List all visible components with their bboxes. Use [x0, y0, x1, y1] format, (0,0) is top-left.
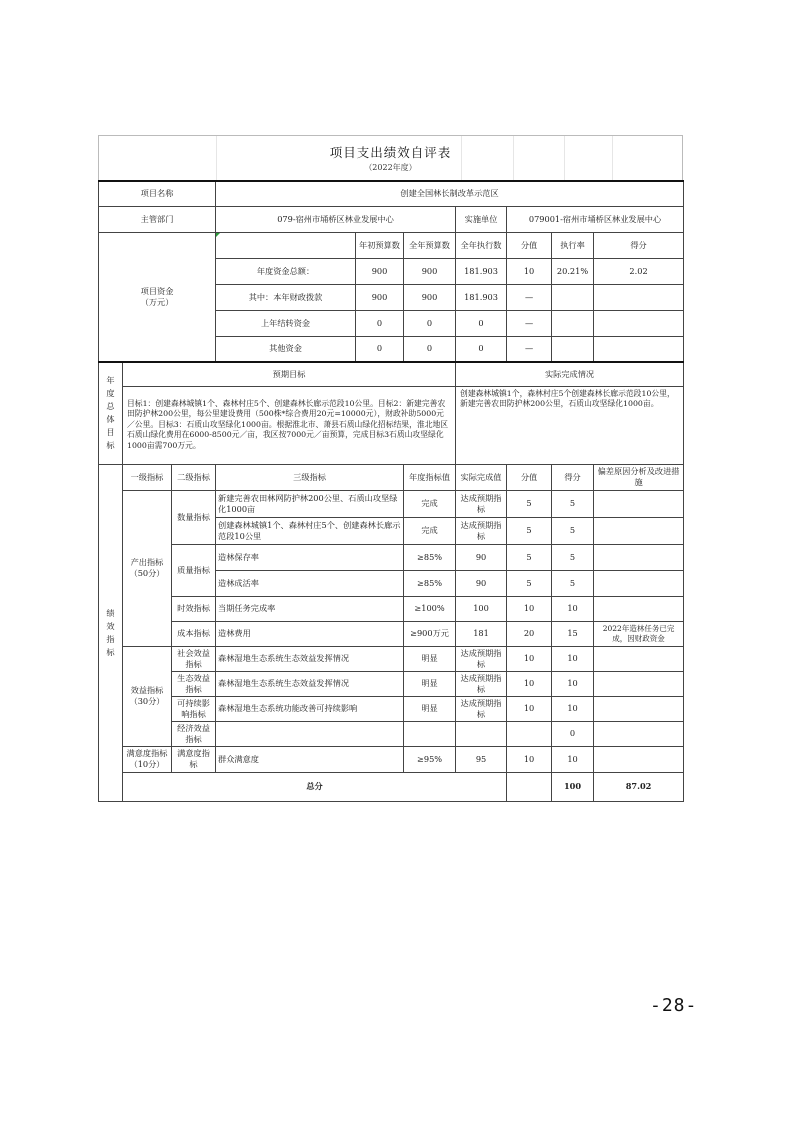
ind-header-l2: 二级指标 [172, 464, 216, 490]
actual-value: 达成预期指标 [456, 671, 507, 696]
l3-text: 新建完善农田林网防护林200公里、石质山攻坚绿化1000亩 [216, 490, 404, 517]
target-value: 完成 [404, 490, 456, 517]
note-value [594, 490, 684, 517]
indicator-row [99, 696, 684, 721]
ind-header-target: 年度指标值 [404, 464, 456, 490]
funds-score [594, 310, 684, 336]
note-value [594, 746, 684, 772]
score-value: 10 [552, 596, 594, 621]
actual-value: 90 [456, 544, 507, 570]
total-weight: 100 [552, 772, 594, 801]
l3-text: 群众满意度 [216, 746, 404, 772]
indicator-row [99, 721, 684, 746]
ind-header-l3: 三级指标 [216, 464, 404, 490]
indicator-row [99, 646, 684, 671]
weight-value: 10 [507, 696, 552, 721]
l2-social: 社会效益指标 [172, 646, 216, 671]
score-value: 0 [552, 721, 594, 746]
target-value: 明显 [404, 646, 456, 671]
l2-timeliness: 时效指标 [172, 596, 216, 621]
note-value [594, 596, 684, 621]
target-value: 明显 [404, 696, 456, 721]
funds-row-label: 上年结转资金 [216, 310, 356, 336]
indicator-row [99, 490, 684, 517]
indicators-label: 绩 效 指 标 [99, 464, 123, 801]
weight-value [507, 721, 552, 746]
score-value: 10 [552, 671, 594, 696]
l2-cost: 成本指标 [172, 621, 216, 646]
l3-text: 森林湿地生态系统生态效益发挥情况 [216, 671, 404, 696]
l3-text: 当期任务完成率 [216, 596, 404, 621]
actual-value: 达成预期指标 [456, 646, 507, 671]
score-value: 5 [552, 490, 594, 517]
note-value [594, 696, 684, 721]
goals-actual-header: 实际完成情况 [456, 362, 684, 386]
l1-output: 产出指标 （50分） [123, 490, 172, 646]
l2-ecological: 生态效益指标 [172, 671, 216, 696]
funds-label: 项目资金 （万元） [99, 232, 216, 362]
l2-quality: 质量指标 [172, 544, 216, 596]
target-value: ≥900万元 [404, 621, 456, 646]
target-value: ≥95% [404, 746, 456, 772]
target-value: ≥100% [404, 596, 456, 621]
table-title: 项目支出绩效自评表 [329, 145, 452, 160]
funds-weight: — [507, 284, 552, 310]
funds-executed: 181.903 [456, 258, 507, 284]
funds-executed: 0 [456, 310, 507, 336]
actual-value: 90 [456, 570, 507, 596]
funds-initial: 900 [356, 284, 404, 310]
goals-label: 年 度 总 体 目 标 [99, 362, 123, 464]
weight-value: 10 [507, 646, 552, 671]
target-value: ≥85% [404, 544, 456, 570]
weight-value: 10 [507, 746, 552, 772]
funds-score: 2.02 [594, 258, 684, 284]
performance-table [98, 180, 684, 802]
actual-value: 达成预期指标 [456, 696, 507, 721]
l2-satisfaction: 满意度指标 [172, 746, 216, 772]
weight-value: 5 [507, 490, 552, 517]
score-value: 5 [552, 517, 594, 544]
l3-text [216, 721, 404, 746]
title-band [98, 135, 683, 180]
funds-annual: 900 [404, 284, 456, 310]
unit-value: 079001-宿州市埇桥区林业发展中心 [507, 206, 684, 232]
indicator-row [99, 596, 684, 621]
l3-text: 森林湿地生态系统功能改善可持续影响 [216, 696, 404, 721]
funds-score [594, 284, 684, 310]
funds-row-label: 其中：本年财政拨款 [216, 284, 356, 310]
l1-satisfaction: 满意度指标（10分） [123, 746, 172, 772]
ind-header-l1: 一级指标 [123, 464, 172, 490]
target-value: 完成 [404, 517, 456, 544]
indicator-row [99, 671, 684, 696]
table-year: （2022年度） [364, 163, 417, 172]
ind-header-note: 偏差原因分析及改进措施 [594, 464, 684, 490]
ind-header-weight: 分值 [507, 464, 552, 490]
indicator-row [99, 746, 684, 772]
evaluation-sheet [98, 135, 683, 807]
page-number: -28- [650, 995, 698, 1016]
score-value: 5 [552, 544, 594, 570]
actual-value [456, 721, 507, 746]
funds-header-annual: 全年预算数 [404, 232, 456, 258]
indicator-row [99, 544, 684, 570]
total-blank [507, 772, 552, 801]
note-value [594, 721, 684, 746]
dept-label: 主管部门 [99, 206, 216, 232]
note-value [594, 544, 684, 570]
target-value: 明显 [404, 671, 456, 696]
funds-initial: 0 [356, 310, 404, 336]
actual-value: 95 [456, 746, 507, 772]
target-value [404, 721, 456, 746]
score-value: 5 [552, 570, 594, 596]
weight-value: 5 [507, 570, 552, 596]
dept-value: 079-宿州市埇桥区林业发展中心 [216, 206, 456, 232]
funds-header-rate: 执行率 [552, 232, 594, 258]
goals-actual-text: 创建森林城镇1个，森林村庄5个创建森林长廊示范段10公里，新建完善农田防护林200公里，石质山攻坚绿化1000亩。 [456, 386, 684, 464]
funds-executed: 0 [456, 336, 507, 362]
funds-weight: — [507, 310, 552, 336]
l2-economic: 经济效益指标 [172, 721, 216, 746]
funds-annual: 0 [404, 310, 456, 336]
funds-header-score: 得分 [594, 232, 684, 258]
actual-value: 达成预期指标 [456, 490, 507, 517]
l3-text: 造林成活率 [216, 570, 404, 596]
note-value [594, 570, 684, 596]
actual-value: 181 [456, 621, 507, 646]
score-value: 15 [552, 621, 594, 646]
note-value [594, 517, 684, 544]
funds-score [594, 336, 684, 362]
funds-initial: 0 [356, 336, 404, 362]
l3-text: 森林湿地生态系统生态效益发挥情况 [216, 646, 404, 671]
score-value: 10 [552, 646, 594, 671]
funds-weight: 10 [507, 258, 552, 284]
weight-value: 5 [507, 517, 552, 544]
funds-weight: — [507, 336, 552, 362]
funds-annual: 0 [404, 336, 456, 362]
funds-annual: 900 [404, 258, 456, 284]
funds-header-executed: 全年执行数 [456, 232, 507, 258]
actual-value: 100 [456, 596, 507, 621]
project-name: 创建全国林长制改革示范区 [216, 181, 684, 206]
score-value: 10 [552, 746, 594, 772]
score-value: 10 [552, 696, 594, 721]
note-value: 2022年造林任务已完成，因财政资金 [594, 621, 684, 646]
funds-header-initial: 年初预算数 [356, 232, 404, 258]
weight-value: 5 [507, 544, 552, 570]
goals-expected-text: 目标1：创建森林城镇1个、森林村庄5个、创建森林长廊示范段10公里。目标2：新建完善农田防护林200公里，每公里建设费用（500株*综合费用20元=10000元），财政补助5000元／公里。目标3：石质山攻坚绿化1000亩。根据淮北市、萧县石质山绿化招标结果，淮北地区石质山绿化费用在6000-8500元／亩，我区按7000元／亩预算，完成目标3石质山攻坚绿化1000亩需700万元。 [123, 386, 456, 464]
weight-value: 10 [507, 596, 552, 621]
indicator-row [99, 621, 684, 646]
funds-rate [552, 284, 594, 310]
l3-text: 创建森林城镇1个、森林村庄5个、创建森林长廊示范段10公里 [216, 517, 404, 544]
funds-initial: 900 [356, 258, 404, 284]
target-value: ≥85% [404, 570, 456, 596]
funds-rate [552, 336, 594, 362]
funds-executed: 181.903 [456, 284, 507, 310]
l1-benefit: 效益指标 （30分） [123, 646, 172, 746]
unit-label: 实施单位 [456, 206, 507, 232]
actual-value: 达成预期指标 [456, 517, 507, 544]
funds-row-label: 年度资金总额： [216, 258, 356, 284]
funds-header-blank [216, 232, 356, 258]
weight-value: 20 [507, 621, 552, 646]
l3-text: 造林保存率 [216, 544, 404, 570]
weight-value: 10 [507, 671, 552, 696]
total-label: 总分 [123, 772, 507, 801]
total-score: 87.02 [594, 772, 684, 801]
note-value [594, 671, 684, 696]
ind-header-actual: 实际完成值 [456, 464, 507, 490]
project-name-label: 项目名称 [99, 181, 216, 206]
goals-expected-header: 预期目标 [123, 362, 456, 386]
l2-quantity: 数量指标 [172, 490, 216, 544]
funds-header-weight: 分值 [507, 232, 552, 258]
funds-row-label: 其他资金 [216, 336, 356, 362]
funds-rate: 20.21% [552, 258, 594, 284]
funds-rate [552, 310, 594, 336]
l3-text: 造林费用 [216, 621, 404, 646]
ind-header-score: 得分 [552, 464, 594, 490]
note-value [594, 646, 684, 671]
l2-sustainable: 可持续影响指标 [172, 696, 216, 721]
